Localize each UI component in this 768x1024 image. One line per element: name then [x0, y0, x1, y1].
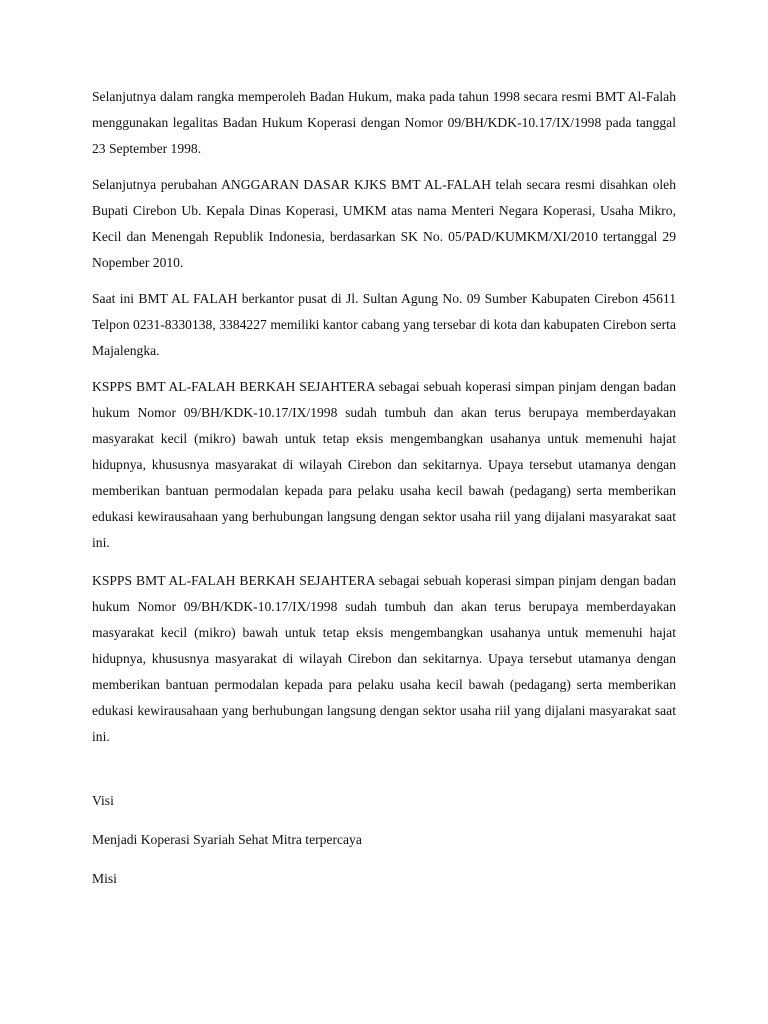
paragraph-spacer [92, 276, 676, 286]
paragraph-spacer [92, 364, 676, 374]
document-page [92, 84, 676, 892]
paragraph-about-kspps-repeat: KSPPS BMT AL-FALAH BERKAH SEJAHTERA sebagai sebuah koperasi simpan pinjam dengan badan hukum Nomor 09/BH/KDK-10.17/IX/1998 sudah tumbuh dan akan terus berupaya memberdayakan masyarakat kecil (mikro) bawah untuk tetap eksis mengembangkan usahanya untuk memenuhi hajat hidupnya, khususnya masyarakat di wilayah Cirebon dan sekitarnya. Upaya tersebut utamanya dengan memberikan bantuan permodalan kepada para pelaku usaha kecil bawah (pedagang) serta memberikan edukasi kewirausahaan yang berhubungan langsung dengan sektor usaha riil yang dijalani masyarakat saat ini. [92, 573, 676, 744]
paragraph-legal-entity: Selanjutnya dalam rangka memperoleh Badan Hukum, maka pada tahun 1998 secara resmi BMT Al-Falah menggunakan legalitas Badan Hukum Koperasi dengan Nomor 09/BH/KDK-10.17/IX/1998 pada tanggal 23 September 1998. [92, 89, 676, 156]
paragraph-articles-amendment: Selanjutnya perubahan ANGGARAN DASAR KJKS BMT AL-FALAH telah secara resmi disahkan oleh Bupati Cirebon Ub. Kepala Dinas Koperasi, UMKM atas nama Menteri Negara Koperasi, Usaha Mikro, Kecil dan Menengah Republik Indonesia, berdasarkan SK No. 05/PAD/KUMKM/XI/2010 tertanggal 29 Nopember 2010. [92, 177, 676, 270]
paragraph-about-kspps: KSPPS BMT AL-FALAH BERKAH SEJAHTERA sebagai sebuah koperasi simpan pinjam dengan badan hukum Nomor 09/BH/KDK-10.17/IX/1998 sudah tumbuh dan akan terus berupaya memberdayakan masyarakat kecil (mikro) bawah untuk tetap eksis mengembangkan usahanya untuk memenuhi hajat hidupnya, khususnya masyarakat di wilayah Cirebon dan sekitarnya. Upaya tersebut utamanya dengan memberikan bantuan permodalan kepada para pelaku usaha kecil bawah (pedagang) serta memberikan edukasi kewirausahaan yang berhubungan langsung dengan sektor usaha riil yang dijalani masyarakat saat ini. [92, 379, 676, 550]
paragraph-spacer [92, 556, 676, 568]
paragraph-spacer [92, 853, 676, 866]
paragraph-spacer [92, 162, 676, 172]
misi-heading: Misi [92, 871, 117, 886]
section-spacer [92, 750, 676, 788]
visi-heading: Visi [92, 793, 114, 808]
paragraph-head-office: Saat ini BMT AL FALAH berkantor pusat di Jl. Sultan Agung No. 09 Sumber Kabupaten Cirebon 45611 Telpon 0231-8330138, 3384227 memiliki kantor cabang yang tersebar di kota dan kabupaten Cirebon serta Majalengka. [92, 291, 676, 358]
visi-text: Menjadi Koperasi Syariah Sehat Mitra terpercaya [92, 832, 362, 847]
paragraph-spacer [92, 814, 676, 827]
